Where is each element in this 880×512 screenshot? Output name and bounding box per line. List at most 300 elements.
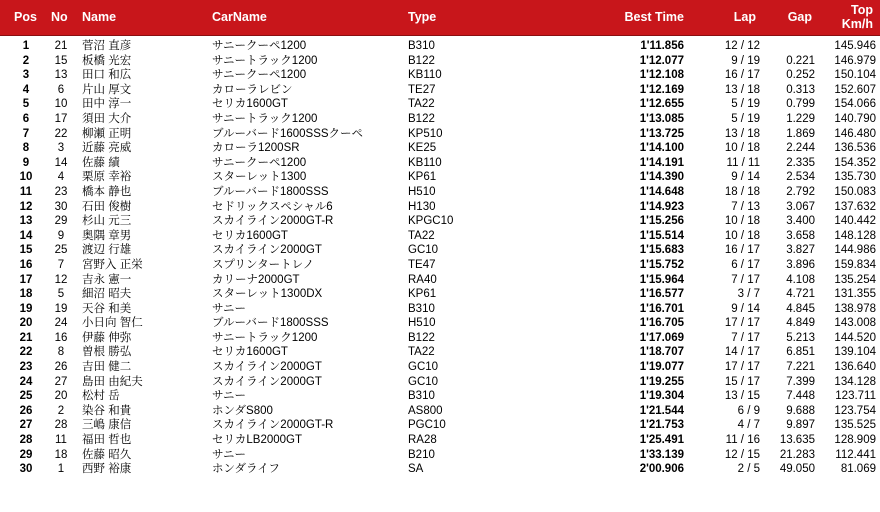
table-row [0, 200, 880, 215]
lap-cell: 17 / 17 [724, 361, 760, 374]
lap-cell: 7 / 13 [731, 200, 760, 213]
lap-cell: 7 / 17 [731, 331, 760, 344]
best-time-cell: 1'16.577 [639, 288, 684, 301]
lap-cell: 12 / 12 [724, 40, 760, 52]
lap-cell: 11 / 11 [726, 156, 760, 169]
top-speed-cell: 144.986 [834, 244, 876, 257]
car-name-cell: ブルーバード1800SSS [212, 317, 329, 330]
best-time-cell: 1'12.108 [639, 69, 684, 82]
driver-name-cell: 田中 淳一 [82, 98, 132, 111]
top-speed-cell: 150.104 [834, 69, 876, 82]
position-cell: 20 [19, 317, 33, 330]
car-name-cell: セリカ1600GT [212, 229, 288, 242]
best-time-cell: 1'25.491 [639, 434, 684, 447]
gap-cell: 7.221 [786, 361, 815, 374]
top-speed-cell: 123.711 [835, 390, 876, 403]
table-row [0, 404, 880, 419]
header-name: Name [82, 10, 117, 24]
position-cell: 3 [22, 69, 30, 82]
car-type-cell: H130 [408, 200, 436, 213]
top-speed-cell: 135.730 [834, 171, 876, 184]
car-name-cell: カローラ1200SR [212, 142, 300, 155]
car-type-cell: TA22 [408, 98, 435, 111]
top-speed-cell: 144.520 [834, 331, 876, 344]
car-type-cell: PGC10 [408, 419, 446, 432]
car-name-cell: サニートラック1200 [212, 331, 318, 344]
top-speed-cell: 81.069 [840, 463, 876, 476]
gap-cell: 7.448 [786, 390, 815, 403]
top-speed-cell: 135.525 [834, 419, 876, 432]
best-time-cell: 1'12.655 [639, 98, 684, 111]
position-cell: 8 [22, 142, 30, 155]
gap-cell: 6.851 [786, 346, 815, 359]
car-type-cell: H510 [408, 185, 436, 198]
car-number-cell: 21 [54, 40, 68, 52]
position-cell: 15 [19, 244, 33, 257]
position-cell: 10 [19, 171, 33, 184]
car-number-cell: 4 [57, 171, 65, 184]
gap-cell: 9.688 [786, 404, 815, 417]
table-row [0, 389, 880, 404]
lap-cell: 9 / 19 [731, 54, 760, 67]
best-time-cell: 1'14.100 [639, 142, 684, 155]
table-row [0, 258, 880, 273]
position-cell: 12 [19, 200, 33, 213]
best-time-cell: 1'19.255 [639, 375, 684, 388]
table-row [0, 360, 880, 375]
driver-name-cell: 奥隅 章男 [82, 229, 132, 242]
car-number-cell: 9 [57, 229, 65, 242]
car-type-cell: AS800 [408, 404, 443, 417]
gap-cell: 3.658 [786, 229, 815, 242]
top-speed-cell: 136.640 [834, 361, 876, 374]
car-name-cell: セリカLB2000GT [212, 434, 303, 447]
gap-cell: 2.335 [786, 156, 815, 169]
lap-cell: 10 / 18 [724, 229, 760, 242]
top-speed-cell: 140.442 [834, 215, 876, 228]
position-cell: 28 [19, 434, 33, 447]
driver-name-cell: 染谷 和貴 [82, 404, 132, 417]
driver-name-cell: 佐藤 昭久 [82, 448, 132, 461]
lap-cell: 4 / 7 [737, 419, 760, 432]
top-speed-cell: 131.355 [834, 288, 876, 301]
car-type-cell: KP61 [408, 171, 437, 184]
lap-cell: 6 / 17 [731, 258, 760, 271]
car-type-cell: TE47 [408, 258, 436, 271]
lap-cell: 16 / 17 [724, 244, 760, 257]
best-time-cell: 1'12.077 [639, 54, 684, 67]
lap-cell: 2 / 5 [737, 463, 760, 476]
lap-cell: 17 / 17 [724, 317, 760, 330]
position-cell: 2 [22, 54, 30, 67]
car-number-cell: 25 [54, 244, 68, 257]
table-row [0, 170, 880, 185]
best-time-cell: 1'12.169 [639, 83, 684, 96]
top-speed-cell: 140.790 [834, 112, 876, 125]
car-number-cell: 11 [55, 434, 67, 447]
table-header [0, 0, 880, 36]
position-cell: 14 [19, 229, 33, 242]
car-number-cell: 8 [57, 346, 65, 359]
car-type-cell: KE25 [408, 142, 437, 155]
car-number-cell: 6 [57, 83, 65, 96]
driver-name-cell: 松村 岳 [82, 390, 120, 403]
car-name-cell: スカイライン2000GT [212, 244, 322, 257]
lap-cell: 14 / 17 [724, 346, 760, 359]
table-row [0, 112, 880, 127]
header-type: Type [408, 10, 437, 24]
top-speed-cell: 136.536 [834, 142, 876, 155]
car-name-cell: サニー [212, 390, 247, 403]
car-number-cell: 14 [54, 156, 68, 169]
driver-name-cell: 宮野入 正栄 [82, 258, 143, 271]
driver-name-cell: 近藤 亮威 [82, 142, 132, 155]
car-type-cell: B310 [408, 390, 435, 403]
gap-cell: 21.283 [779, 448, 815, 461]
lap-cell: 12 / 15 [724, 448, 760, 461]
car-type-cell: B122 [408, 331, 435, 344]
driver-name-cell: 板橋 光宏 [82, 54, 132, 67]
lap-cell: 10 / 18 [724, 215, 760, 228]
car-number-cell: 20 [54, 390, 68, 403]
driver-name-cell: 吉永 憲一 [82, 273, 132, 286]
lap-cell: 16 / 17 [724, 69, 760, 82]
driver-name-cell: 橋本 静也 [82, 185, 132, 198]
position-cell: 16 [19, 258, 33, 271]
table-row [0, 287, 880, 302]
table-row [0, 433, 880, 448]
car-number-cell: 3 [57, 142, 65, 155]
position-cell: 29 [19, 448, 33, 461]
gap-cell: 1.869 [786, 127, 815, 140]
car-number-cell: 29 [54, 215, 68, 228]
driver-name-cell: 天谷 和美 [82, 302, 132, 315]
best-time-cell: 1'19.304 [639, 390, 684, 403]
gap-cell: 0.799 [786, 98, 815, 111]
table-row [0, 331, 880, 346]
lap-cell: 5 / 19 [731, 98, 760, 111]
table-row [0, 345, 880, 360]
car-name-cell: スカイライン2000GT-R [212, 215, 334, 228]
lap-cell: 6 / 9 [737, 404, 760, 417]
car-type-cell: RA40 [408, 273, 437, 286]
position-cell: 6 [22, 112, 30, 125]
best-time-cell: 1'15.964 [639, 273, 684, 286]
gap-cell: 2.244 [786, 142, 815, 155]
position-cell: 11 [19, 185, 33, 198]
table-row [0, 127, 880, 142]
car-type-cell: TA22 [408, 346, 435, 359]
gap-cell: 5.213 [786, 331, 815, 344]
driver-name-cell: 菅沼 直彦 [82, 40, 132, 52]
driver-name-cell: 佐藤 績 [82, 156, 120, 169]
car-number-cell: 10 [54, 98, 68, 111]
best-time-cell: 1'15.752 [639, 258, 684, 271]
best-time-cell: 1'13.725 [639, 127, 684, 140]
driver-name-cell: 西野 裕康 [82, 463, 132, 476]
top-speed-cell: 154.352 [834, 156, 876, 169]
header-lap: Lap [733, 10, 756, 24]
lap-cell: 15 / 17 [724, 375, 760, 388]
gap-cell: 0.221 [786, 54, 815, 67]
gap-cell: 0.252 [786, 69, 815, 82]
best-time-cell: 1'18.707 [639, 346, 684, 359]
table-row [0, 141, 880, 156]
car-name-cell: スカイライン2000GT [212, 361, 322, 374]
gap-cell: 3.400 [786, 215, 815, 228]
table-row [0, 448, 880, 463]
car-number-cell: 18 [54, 448, 68, 461]
car-type-cell: B122 [408, 112, 435, 125]
driver-name-cell: 須田 大介 [82, 112, 132, 125]
car-name-cell: ブルーバード1600SSSクーペ [212, 127, 364, 140]
car-type-cell: KP61 [408, 288, 437, 301]
driver-name-cell: 小日向 智仁 [82, 317, 143, 330]
car-name-cell: サニークーペ1200 [212, 69, 307, 82]
car-number-cell: 17 [54, 112, 68, 125]
best-time-cell: 1'16.705 [639, 317, 684, 330]
position-cell: 21 [19, 331, 33, 344]
car-type-cell: B210 [408, 448, 435, 461]
header-top-speed-line2: Km/h [841, 17, 873, 31]
best-time-cell: 1'21.544 [639, 404, 684, 417]
results-table-body [0, 39, 880, 477]
gap-cell: 2.792 [786, 185, 815, 198]
car-number-cell: 28 [54, 419, 68, 432]
lap-cell: 18 / 18 [724, 185, 760, 198]
lap-cell: 9 / 14 [731, 302, 760, 315]
lap-cell: 13 / 15 [724, 390, 760, 403]
car-name-cell: スプリンタートレノ [212, 258, 315, 271]
car-number-cell: 12 [54, 273, 68, 286]
gap-cell: 2.534 [786, 171, 815, 184]
best-time-cell: 1'14.923 [639, 200, 684, 213]
lap-cell: 9 / 14 [731, 171, 760, 184]
car-number-cell: 26 [54, 361, 68, 374]
driver-name-cell: 杉山 元三 [82, 215, 132, 228]
car-number-cell: 24 [54, 317, 68, 330]
driver-name-cell: 島田 由紀夫 [82, 375, 143, 388]
top-speed-cell: 154.066 [834, 98, 876, 111]
best-time-cell: 1'13.085 [639, 112, 684, 125]
lap-cell: 13 / 18 [724, 127, 760, 140]
best-time-cell: 1'15.256 [639, 215, 684, 228]
top-speed-cell: 123.754 [834, 404, 876, 417]
position-cell: 9 [22, 156, 30, 169]
lap-cell: 7 / 17 [731, 273, 760, 286]
car-type-cell: B310 [408, 302, 435, 315]
best-time-cell: 1'11.856 [640, 40, 684, 52]
top-speed-cell: 135.254 [834, 273, 876, 286]
car-name-cell: ブルーバード1800SSS [212, 185, 329, 198]
best-time-cell: 1'15.683 [639, 244, 684, 257]
gap-cell: 9.897 [786, 419, 815, 432]
header-carname: CarName [212, 10, 267, 24]
best-time-cell: 1'15.514 [639, 229, 684, 242]
driver-name-cell: 三嶋 康信 [82, 419, 132, 432]
car-type-cell: GC10 [408, 375, 439, 388]
top-speed-cell: 134.128 [834, 375, 876, 388]
driver-name-cell: 渡辺 行雄 [82, 244, 132, 257]
car-name-cell: サニークーペ1200 [212, 40, 307, 52]
best-time-cell: 1'17.069 [639, 331, 684, 344]
best-time-cell: 1'21.753 [639, 419, 684, 432]
best-time-cell: 1'19.077 [639, 361, 684, 374]
top-speed-cell: 145.946 [834, 40, 876, 52]
car-name-cell: セドリックスペシャル6 [212, 200, 333, 213]
driver-name-cell: 片山 厚文 [82, 83, 132, 96]
car-number-cell: 23 [54, 185, 68, 198]
position-cell: 24 [19, 375, 33, 388]
gap-cell: 13.635 [779, 434, 815, 447]
top-speed-cell: 148.128 [834, 229, 876, 242]
header-best-time: Best Time [624, 10, 684, 24]
table-row [0, 273, 880, 288]
best-time-cell: 1'16.701 [639, 302, 684, 315]
table-row [0, 462, 880, 477]
best-time-cell: 1'14.390 [639, 171, 684, 184]
table-row [0, 316, 880, 331]
top-speed-cell: 146.979 [834, 54, 876, 67]
position-cell: 4 [22, 83, 30, 96]
table-row [0, 375, 880, 390]
car-type-cell: TA22 [408, 229, 435, 242]
position-cell: 19 [19, 302, 33, 315]
position-cell: 5 [22, 98, 30, 111]
top-speed-cell: 128.909 [834, 434, 876, 447]
driver-name-cell: 田口 和広 [82, 69, 132, 82]
top-speed-cell: 146.480 [834, 127, 876, 140]
position-cell: 27 [19, 419, 33, 432]
lap-cell: 3 / 7 [737, 288, 760, 301]
position-cell: 7 [22, 127, 30, 140]
car-name-cell: スカイライン2000GT [212, 375, 322, 388]
position-cell: 23 [19, 361, 33, 374]
lap-cell: 10 / 18 [724, 142, 760, 155]
table-row [0, 214, 880, 229]
driver-name-cell: 細沼 昭夫 [82, 288, 132, 301]
position-cell: 30 [19, 463, 33, 476]
car-name-cell: サニー [212, 448, 247, 461]
table-row [0, 54, 880, 69]
car-type-cell: H510 [408, 317, 436, 330]
gap-cell: 4.108 [786, 273, 815, 286]
driver-name-cell: 福田 哲也 [82, 434, 132, 447]
driver-name-cell: 吉田 健二 [82, 361, 132, 374]
position-cell: 25 [19, 390, 33, 403]
best-time-cell: 1'14.191 [639, 156, 684, 169]
gap-cell: 4.845 [786, 302, 815, 315]
lap-cell: 11 / 16 [725, 434, 760, 447]
driver-name-cell: 栗原 幸裕 [82, 171, 132, 184]
car-type-cell: KP510 [408, 127, 443, 140]
lap-cell: 5 / 19 [731, 112, 760, 125]
car-number-cell: 16 [54, 331, 68, 344]
car-type-cell: KB110 [408, 156, 442, 169]
best-time-cell: 1'14.648 [639, 185, 684, 198]
car-number-cell: 15 [54, 54, 68, 67]
car-type-cell: KB110 [408, 69, 442, 82]
car-number-cell: 13 [54, 69, 68, 82]
car-name-cell: サニートラック1200 [212, 112, 318, 125]
driver-name-cell: 石田 俊樹 [82, 200, 132, 213]
position-cell: 22 [19, 346, 33, 359]
gap-cell: 3.896 [786, 258, 815, 271]
top-speed-cell: 112.441 [835, 448, 876, 461]
car-type-cell: GC10 [408, 244, 439, 257]
position-cell: 17 [19, 273, 33, 286]
car-type-cell: TE27 [408, 83, 436, 96]
position-cell: 18 [19, 288, 33, 301]
car-name-cell: スターレット1300DX [212, 288, 323, 301]
table-row [0, 83, 880, 98]
car-type-cell: B122 [408, 54, 435, 67]
header-top-speed-line1: Top [851, 3, 873, 17]
car-name-cell: セリカ1600GT [212, 98, 288, 111]
header-pos: Pos [14, 10, 37, 24]
top-speed-cell: 159.834 [834, 258, 876, 271]
car-number-cell: 22 [54, 127, 68, 140]
driver-name-cell: 曽根 勝弘 [82, 346, 132, 359]
header-no: No [51, 10, 68, 24]
top-speed-cell: 138.978 [834, 302, 876, 315]
car-number-cell: 7 [57, 258, 65, 271]
car-type-cell: KPGC10 [408, 215, 454, 228]
top-speed-cell: 152.607 [834, 83, 876, 96]
driver-name-cell: 柳瀬 正明 [82, 127, 132, 140]
table-row [0, 68, 880, 83]
table-row [0, 185, 880, 200]
gap-cell: 1.229 [786, 112, 815, 125]
car-name-cell: サニー [212, 302, 247, 315]
top-speed-cell: 139.104 [834, 346, 876, 359]
car-number-cell: 5 [57, 288, 65, 301]
position-cell: 1 [22, 40, 30, 52]
car-number-cell: 19 [54, 302, 68, 315]
table-row [0, 418, 880, 433]
gap-cell: 0.313 [786, 83, 815, 96]
top-speed-cell: 150.083 [834, 185, 876, 198]
car-type-cell: B310 [408, 40, 435, 52]
table-row [0, 97, 880, 112]
gap-cell: 49.050 [779, 463, 815, 476]
car-type-cell: GC10 [408, 361, 439, 374]
car-number-cell: 2 [57, 404, 65, 417]
car-number-cell: 30 [54, 200, 68, 213]
best-time-cell: 1'33.139 [639, 448, 684, 461]
gap-cell: 4.721 [786, 288, 815, 301]
gap-cell: 7.399 [786, 375, 815, 388]
top-speed-cell: 137.632 [834, 200, 876, 213]
position-cell: 26 [19, 404, 33, 417]
car-name-cell: サニークーペ1200 [212, 156, 307, 169]
car-type-cell: SA [408, 463, 424, 476]
gap-cell: 3.067 [786, 200, 815, 213]
car-name-cell: スカイライン2000GT-R [212, 419, 334, 432]
table-row [0, 39, 880, 54]
table-row [0, 229, 880, 244]
best-time-cell: 2'00.906 [639, 463, 684, 476]
gap-cell: 3.827 [786, 244, 815, 257]
header-gap: Gap [787, 10, 812, 24]
driver-name-cell: 伊藤 伸弥 [82, 331, 132, 344]
table-row [0, 156, 880, 171]
car-name-cell: ホンダS800 [212, 404, 273, 417]
car-name-cell: ホンダライフ [212, 463, 280, 476]
car-name-cell: カローラレビン [212, 83, 293, 96]
car-name-cell: セリカ1600GT [212, 346, 288, 359]
table-row [0, 302, 880, 317]
